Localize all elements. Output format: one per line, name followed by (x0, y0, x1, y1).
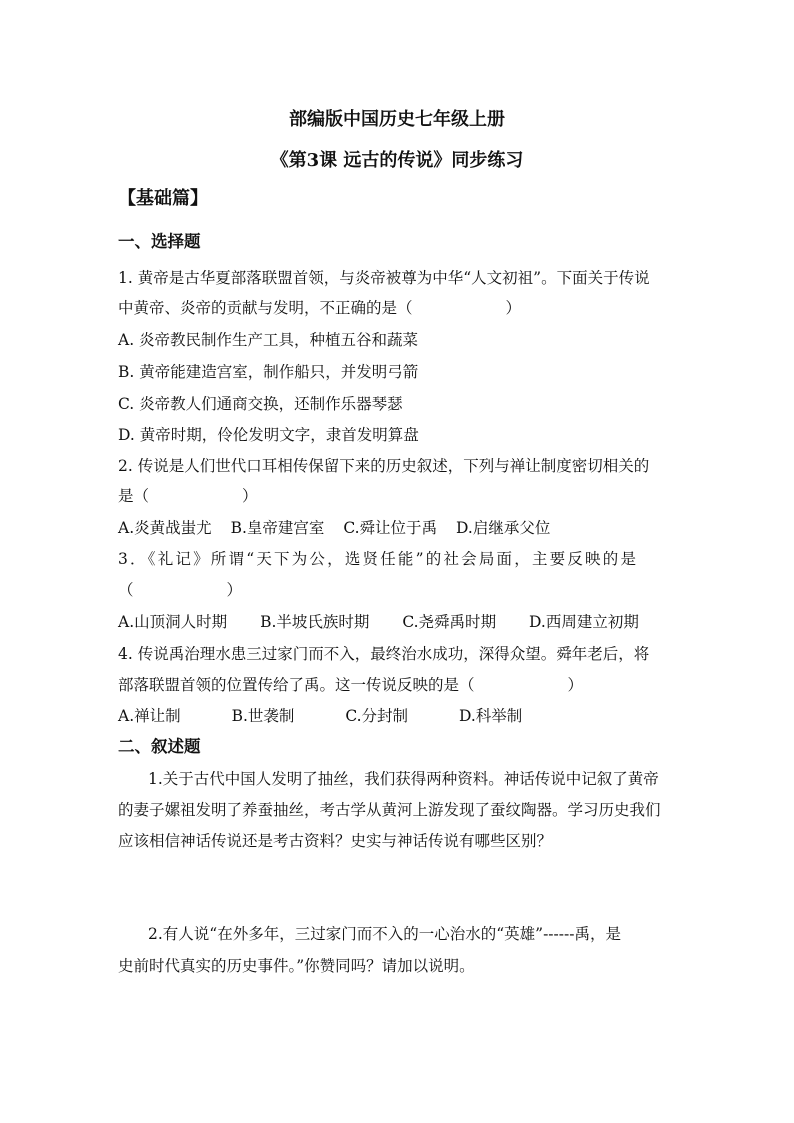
question-4-option-d: D.科举制 (459, 707, 523, 725)
narrative-1-line-3: 应该相信神话传说还是考古资料？史实与神话传说有哪些区别？ (118, 832, 553, 850)
question-3-option-b: B.半坡氏族时期 (260, 613, 370, 631)
narrative-2-line-1: 2.有人说“在外多年，三过家门而不入的一心治水的“英雄”------禹，是 (148, 925, 621, 943)
question-2-line-2: 是（ ） (118, 487, 258, 505)
question-1-option-c: C. 炎帝教人们通商交换，还制作乐器琴瑟 (118, 395, 403, 413)
question-1-option-b: B. 黄帝能建造宫室，制作船只，并发明弓箭 (118, 363, 419, 381)
question-3-options (118, 611, 639, 633)
question-4-option-b: B.世袭制 (231, 707, 295, 725)
question-3-option-c: C.尧舜禹时期 (402, 613, 497, 631)
question-2-option-d: D.启继承父位 (456, 519, 551, 537)
narrative-1-line-2: 的妻子嫘祖发明了养蚕抽丝，考古学从黄河上游发现了蚕纹陶器。学习历史我们 (118, 801, 661, 819)
narrative-1-line-1: 1.关于古代中国人发明了抽丝，我们获得两种资料。神话传说中记叙了黄帝 (148, 770, 659, 788)
question-1-option-d: D. 黄帝时期，伶伦发明文字，隶首发明算盘 (118, 426, 419, 444)
question-4-option-c: C.分封制 (345, 707, 409, 725)
lesson-title: 《第3课 远古的传说》同步练习 (270, 150, 524, 171)
question-1-line-1: 1. 黄帝是古华夏部落联盟首领，与炎帝被尊为中华“人文初祖”。下面关于传说 (118, 269, 650, 287)
question-4-options (118, 705, 522, 727)
question-4-line-2: 部落联盟首领的位置传给了禹。这一传说反映的是（ ） (118, 676, 584, 694)
question-1-line-2: 中黄帝、炎帝的贡献与发明，不正确的是（ ） (118, 299, 522, 317)
section-basic-heading: 【基础篇】 (118, 188, 208, 209)
question-2-options (118, 517, 550, 539)
question-2-line-1: 2. 传说是人们世代口耳相传保留下来的历史叙述，下列与禅让制度密切相关的 (118, 457, 650, 475)
part-narrative-heading: 二、叙述题 (118, 737, 201, 756)
question-2-option-c: C.舜让位于禹 (343, 519, 438, 537)
question-1-option-a: A. 炎帝教民制作生产工具，种植五谷和蔬菜 (118, 331, 419, 349)
narrative-2-line-2: 史前时代真实的历史事件。”你赞同吗？请加以说明。 (118, 957, 475, 975)
question-3-option-d: D.西周建立初期 (529, 613, 639, 631)
question-4-line-1: 4. 传说禹治理水患三过家门而不入，最终治水成功，深得众望。舜年老后，将 (118, 645, 650, 663)
document-title: 部编版中国历史七年级上册 (289, 109, 505, 130)
question-4-option-a: A.禅让制 (118, 707, 181, 725)
question-2-option-b: B.皇帝建宫室 (230, 519, 325, 537)
question-3-line-2: （ ） (118, 581, 243, 599)
part-choice-heading: 一、选择题 (118, 232, 201, 251)
question-3-line-1: 3．《礼记》所谓“天下为公，选贤任能”的社会局面，主要反映的是 (118, 550, 639, 568)
question-3-option-a: A.山顶洞人时期 (118, 613, 228, 631)
question-2-option-a: A.炎黄战蚩尤 (118, 519, 212, 537)
